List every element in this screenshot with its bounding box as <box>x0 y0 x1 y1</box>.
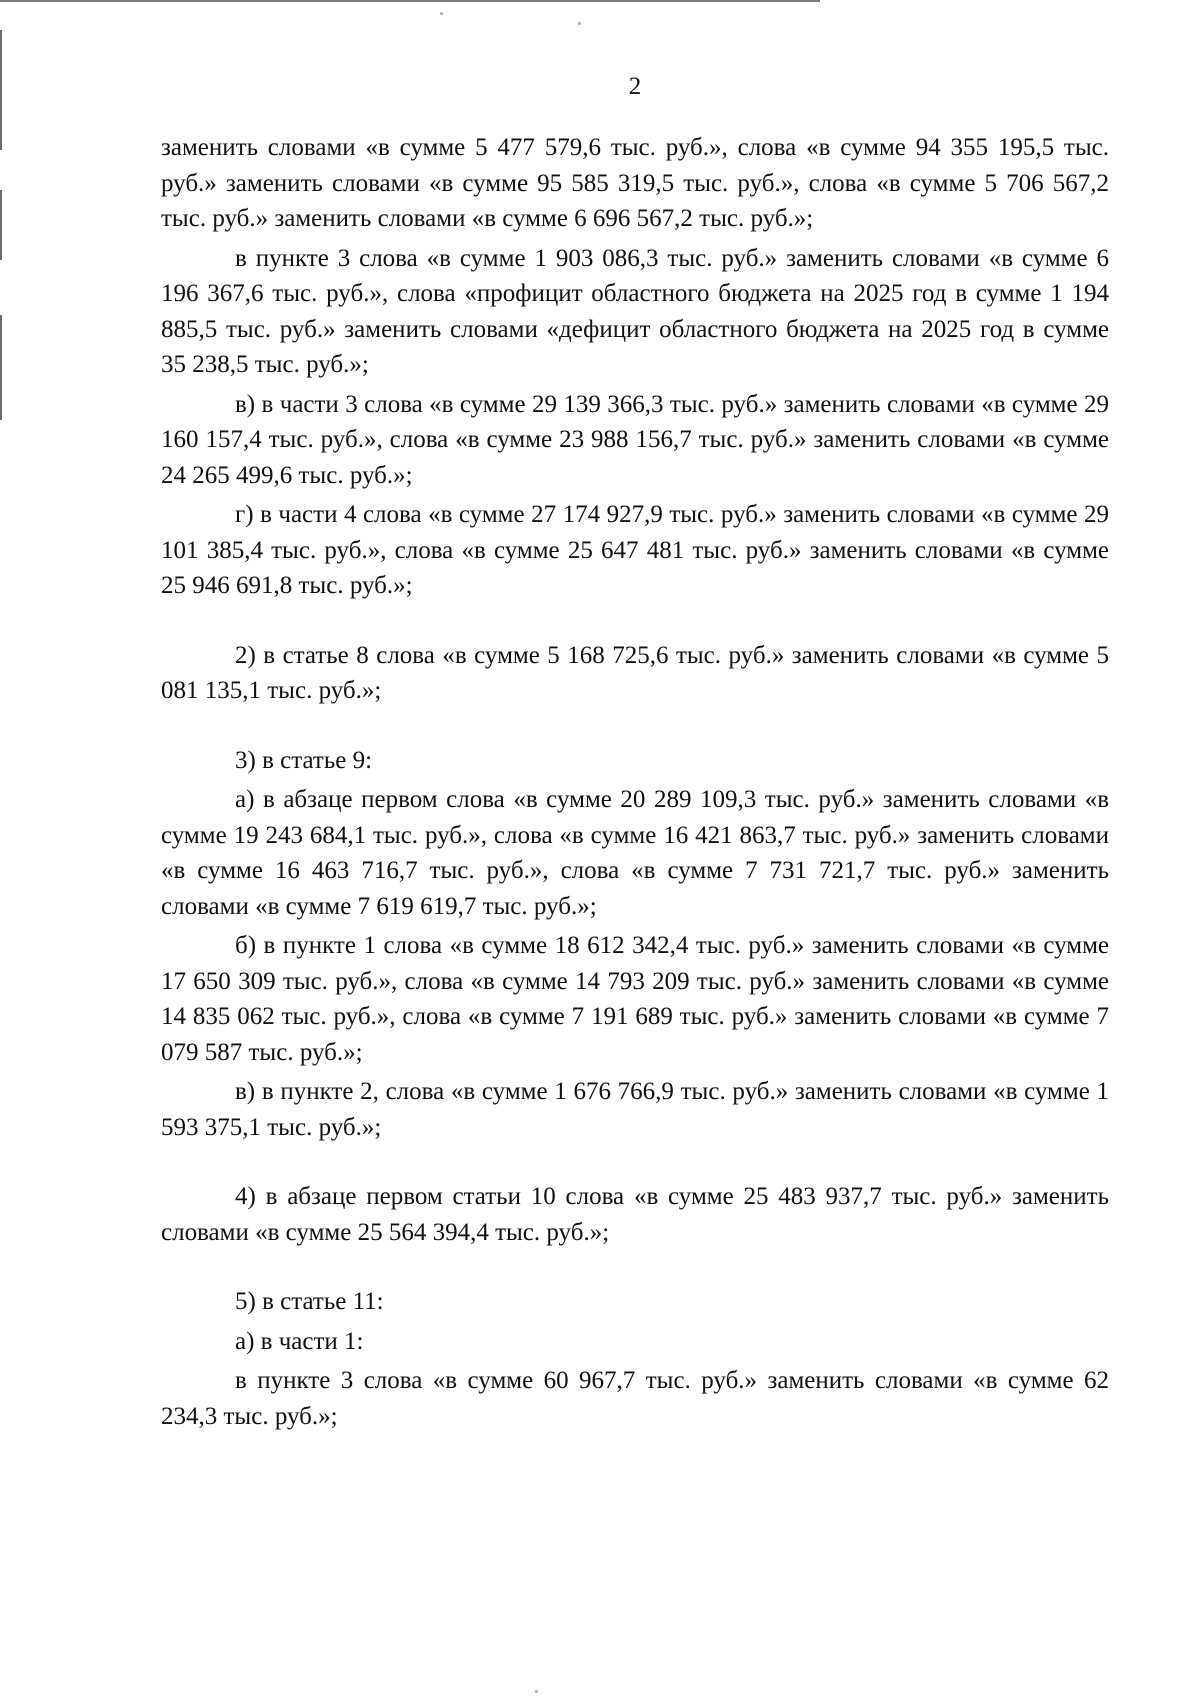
paragraph-item-2-article-8: 2) в статье 8 слова «в сумме 5 168 725,6 тыс. руб.» заменить словами «в сумме 5 081 135,1 тыс. руб.»; <box>161 641 1109 704</box>
paragraph-item-a-first-abzac: а) в абзаце первом слова «в сумме 20 289 109,3 тыс. руб.» заменить словами «в сумме 19 243 684,1 тыс. руб.», слова «в сумме 16 421 863,7 тыс. руб.» заменить словами «в сумме 16 463 716,7 тыс. руб.», слова «в сумме 7 731 721,7 тыс. руб.» заменить словами «в сумме 7 619 619,7 тыс. руб.»; <box>161 786 1109 920</box>
scan-border-left <box>0 315 2 420</box>
scan-border-left <box>0 190 2 260</box>
scan-border-left <box>0 30 2 150</box>
paragraph-item-4-article-10: 4) в абзаце первом статьи 10 слова «в сумме 25 483 937,7 тыс. руб.» заменить словами «в сумме 25 564 394,4 тыс. руб.»; <box>161 1183 1109 1246</box>
page-number: 2 <box>628 73 642 100</box>
paragraph-continuation: заменить словами «в сумме 5 477 579,6 тыс. руб.», слова «в сумме 94 355 195,5 тыс. руб.» заменить словами «в сумме 95 585 319,5 тыс. руб.», слова «в сумме 5 706 567,2 тыс. руб.» заменить словами «в сумме 6 696 567,2 тыс. руб.»; <box>161 134 1109 232</box>
scan-speck <box>440 12 443 15</box>
paragraph-item-g-part-4: г) в части 4 слова «в сумме 27 174 927,9 тыс. руб.» заменить словами «в сумме 29 101 385,4 тыс. руб.», слова «в сумме 25 647 481 тыс. руб.» заменить словами «в сумме 25 946 691,8 тыс. руб.»; <box>161 501 1109 599</box>
paragraph-item-b-punkt-1: б) в пункте 1 слова «в сумме 18 612 342,4 тыс. руб.» заменить словами «в сумме 17 650 309 тыс. руб.», слова «в сумме 14 793 209 тыс. руб.» заменить словами «в сумме 14 835 062 тыс. руб.», слова «в сумме 7 191 689 тыс. руб.» заменить словами «в сумме 7 079 587 тыс. руб.»; <box>161 932 1109 1066</box>
scan-speck <box>578 22 581 25</box>
paragraph-item-a-part-1: а) в части 1: <box>235 1327 364 1355</box>
paragraph-punkt-3: в пункте 3 слова «в сумме 1 903 086,3 тыс. руб.» заменить словами «в сумме 6 196 367,6 тыс. руб.», слова «профицит областного бюджета на 2025 год в сумме 1 194 885,5 тыс. руб.» заменить словами «дефицит областного бюджета на 2025 год в сумме 35 238,5 тыс. руб.»; <box>161 244 1109 378</box>
scan-speck <box>535 1690 538 1693</box>
paragraph-item-v-punkt-2: в) в пункте 2, слова «в сумме 1 676 766,9 тыс. руб.» заменить словами «в сумме 1 593 375,1 тыс. руб.»; <box>161 1078 1109 1141</box>
paragraph-punkt-3-part-1: в пункте 3 слова «в сумме 60 967,7 тыс. руб.» заменить словами «в сумме 62 234,3 тыс. руб.»; <box>161 1367 1109 1430</box>
paragraph-item-5-article-11: 5) в статье 11: <box>235 1288 384 1315</box>
scan-border-top <box>0 0 820 2</box>
paragraph-item-v-part-3: в) в части 3 слова «в сумме 29 139 366,3 тыс. руб.» заменить словами «в сумме 29 160 157,4 тыс. руб.», слова «в сумме 23 988 156,7 тыс. руб.» заменить словами «в сумме 24 265 499,6 тыс. руб.»; <box>161 390 1109 489</box>
paragraph-item-3-article-9: 3) в статье 9: <box>235 746 373 774</box>
document-body <box>161 130 1109 1438</box>
